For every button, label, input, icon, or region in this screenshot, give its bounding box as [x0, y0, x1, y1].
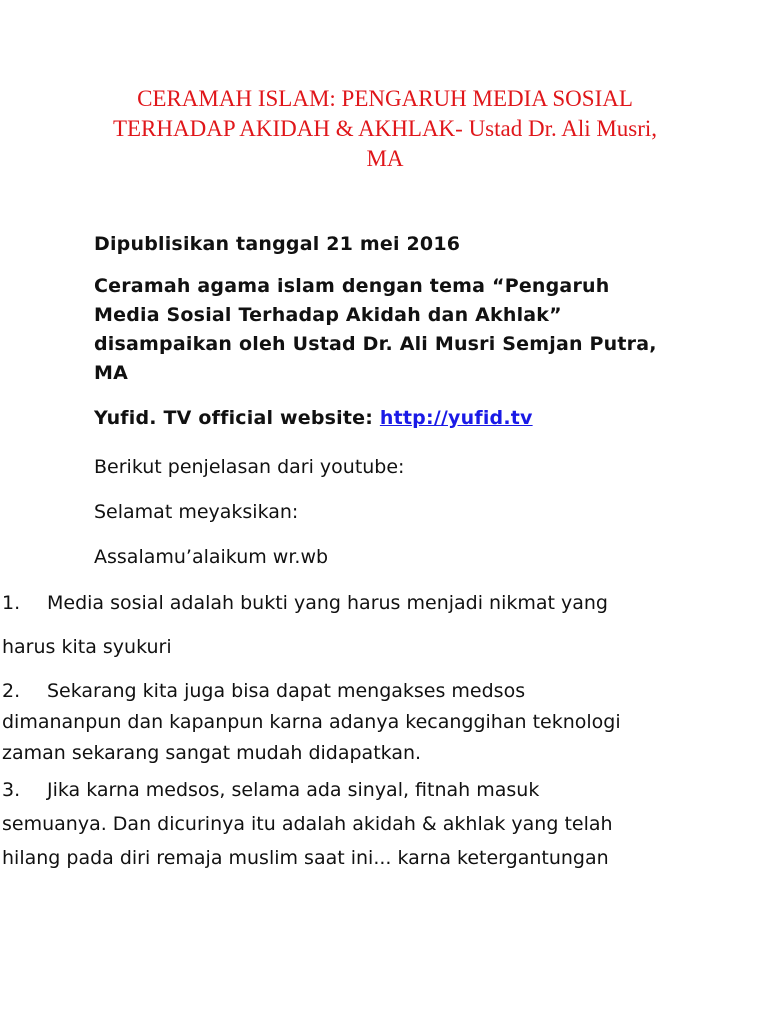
list-item-1-cont-1: harus kita syukuri	[2, 636, 172, 658]
published-date: Dipublisikan tanggal 21 mei 2016	[94, 233, 461, 255]
list-item-2-text: Sekarang kita juga bisa dapat mengakses medsos	[47, 680, 526, 702]
title-line-3: MA	[366, 146, 404, 171]
list-item-2-number: 2.	[2, 680, 21, 702]
description-line-3: disampaikan oleh Ustad Dr. Ali Musri Semjan Putra,	[94, 333, 657, 355]
list-item-3-cont-1: semuanya. Dan dicurinya itu adalah akidah & akhlak yang telah	[2, 813, 613, 835]
list-item-2-cont-2: zaman sekarang sangat mudah didapatkan.	[2, 742, 422, 764]
intro-berikut: Berikut penjelasan dari youtube:	[94, 456, 405, 478]
intro-salam: Assalamu’alaikum wr.wb	[94, 546, 329, 568]
title-line-1: CERAMAH ISLAM: PENGARUH MEDIA SOSIAL	[137, 86, 633, 111]
list-item-3-number: 3.	[2, 779, 21, 801]
website-line	[94, 404, 533, 433]
intro-selamat: Selamat meyaksikan:	[94, 501, 299, 523]
list-item-1	[2, 588, 608, 618]
list-item-2	[2, 676, 525, 706]
website-link[interactable]: http://yufid.tv	[379, 407, 533, 429]
website-label: Yufid. TV official website:	[94, 407, 374, 429]
list-item-2-cont-1: dimananpun dan kapanpun karna adanya kecanggihan teknologi	[2, 711, 621, 733]
list-item-1-number: 1.	[2, 592, 21, 614]
description	[94, 272, 694, 388]
document-title	[60, 84, 710, 174]
title-line-2: TERHADAP AKIDAH & AKHLAK- Ustad Dr. Ali Musri,	[112, 116, 658, 141]
list-item-1-text: Media sosial adalah bukti yang harus menjadi nikmat yang	[47, 592, 608, 614]
list-item-3-cont-2: hilang pada diri remaja muslim saat ini... karna ketergantungan	[2, 847, 609, 869]
description-line-4: MA	[94, 362, 129, 384]
list-item-3	[2, 775, 539, 805]
description-line-1: Ceramah agama islam dengan tema “Pengaruh	[94, 275, 610, 297]
list-item-3-text: Jika karna medsos, selama ada sinyal, fitnah masuk	[47, 779, 540, 801]
description-line-2: Media Sosial Terhadap Akidah dan Akhlak”	[94, 304, 562, 326]
